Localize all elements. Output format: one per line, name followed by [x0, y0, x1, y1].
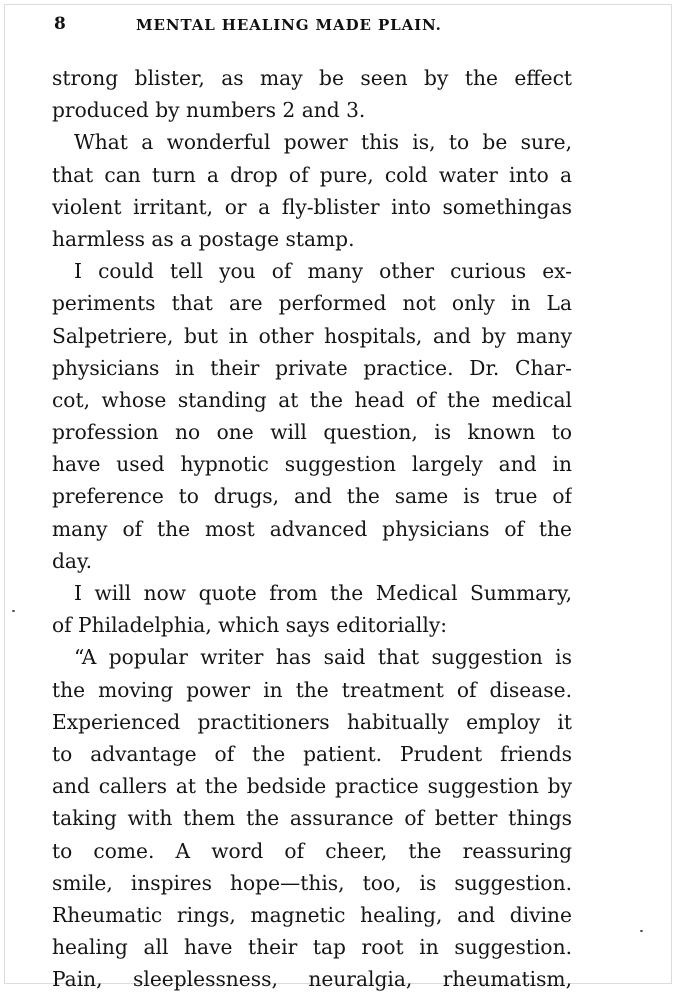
text-line: strong blister, as may be seen by the effect	[52, 66, 572, 90]
text-line: to come. A word of cheer, the reassuring	[52, 838, 572, 863]
text-line: to advantage of the patient. Prudent friends	[52, 741, 572, 766]
text-line: I could tell you of many other curious ex-	[74, 259, 572, 284]
text-line: healing all have their tap root in suggestion.	[52, 935, 572, 960]
text-line: periments that are performed not only in La	[52, 291, 572, 316]
text-line: smile, inspires hope—this, too, is suggestion.	[52, 870, 572, 895]
body-text	[52, 62, 572, 995]
text-line: physicians in their private practice. Dr. Char-	[52, 355, 572, 380]
text-line: profession no one will question, is known to	[52, 420, 572, 445]
text-line: have used hypnotic suggestion largely and in	[52, 452, 572, 477]
scan-speck	[640, 930, 643, 932]
page-header	[54, 8, 606, 38]
page-number: 8	[54, 14, 66, 34]
running-title: MENTAL HEALING MADE PLAIN.	[136, 16, 442, 34]
text-line: cot, whose standing at the head of the medical	[52, 387, 572, 412]
text-line: I will now quote from the Medical Summary,	[74, 581, 572, 605]
text-line: of Philadelphia, which says editorially:	[52, 613, 448, 638]
scan-speck	[12, 610, 15, 612]
text-line: harmless as a postage stamp.	[52, 226, 355, 251]
text-line: taking with them the assurance of better things	[52, 806, 572, 831]
text-line: the moving power in the treatment of disease.	[52, 677, 572, 702]
text-line: day.	[52, 548, 93, 573]
text-line: Experienced practitioners habitually employ it	[52, 709, 572, 734]
text-line: Salpetriere, but in other hospitals, and by many	[52, 323, 572, 348]
text-line: Rheumatic rings, magnetic healing, and divine	[52, 902, 572, 927]
text-line: Pain, sleeplessness, neuralgia, rheumatism,	[52, 967, 572, 992]
text-line: many of the most advanced physicians of the	[52, 516, 572, 541]
text-line: What a wonderful power this is, to be sure,	[74, 130, 572, 155]
text-line: preference to drugs, and the same is true of	[52, 484, 572, 509]
text-line: that can turn a drop of pure, cold water into a	[52, 162, 572, 187]
text-line: “A popular writer has said that suggestion is	[74, 645, 572, 670]
text-line: and callers at the bedside practice suggestion by	[52, 774, 572, 799]
text-line: violent irritant, or a fly-blister into somethingas	[52, 194, 572, 219]
text-line: produced by numbers 2 and 3.	[52, 98, 366, 123]
